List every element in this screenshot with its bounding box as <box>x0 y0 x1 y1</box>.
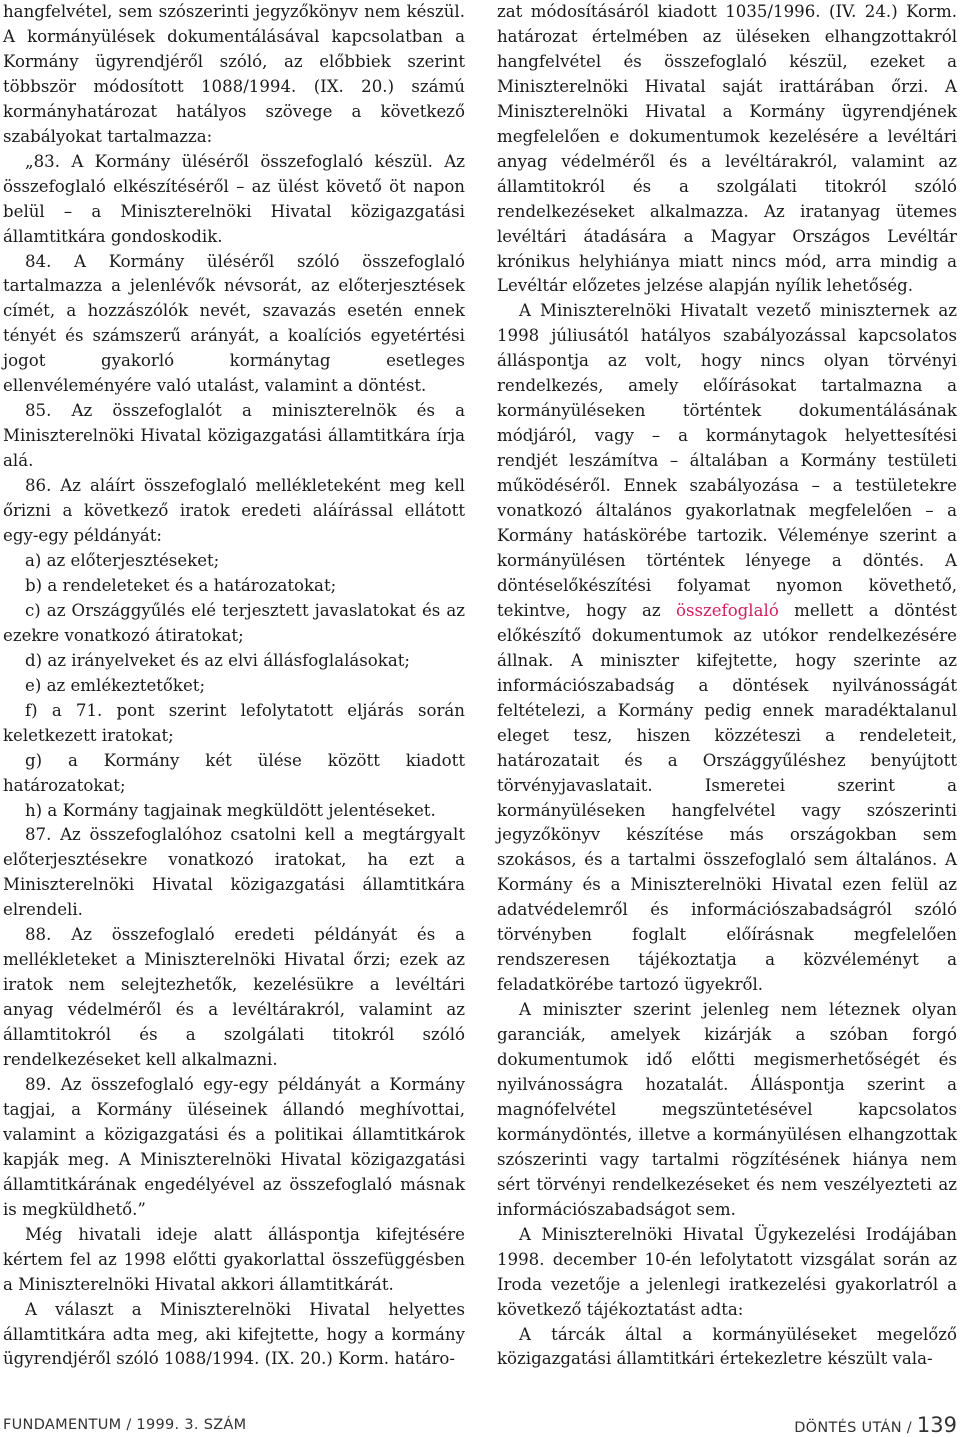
list-item-e: e) az emlékeztetőket; <box>25 675 206 695</box>
left-column <box>3 0 465 1372</box>
quote-item-83: „83. A Kormány üléséről összefoglaló készül. Az összefoglaló elkészítéséről – az ülést követő öt napon belül – a Miniszterelnöki Hivatal közigazgatási államtitkára gondoskodik. <box>3 151 465 246</box>
quote-item-89: 89. Az összefoglaló egy-egy példányát a Kormány tagjai, a Kormány üléseinek állandó meghívottai, valamint a közigazgatási és a politikai államtitkárok kapják meg. A Miniszterelnöki Hivatal közigazgatási államtitkárának engedélyével az összefoglaló másnak is megküldhető.” <box>3 1074 465 1219</box>
highlighted-term: összefoglaló <box>675 600 779 620</box>
paragraph-guarantees: A miniszter szerint jelenleg nem léteznek olyan garanciák, amelyek kizárják a szóban forgó dokumentumok idő előtti megismerhetőségét és nyilvánosságra hozatalát. Álláspontja szerint a magnófelvétel megszüntetésével kapcsolatos kormánydöntés, illetve a kormányülésen elhangzottak szószerinti vagy tartalmi rögzítésének hiánya nem sért törvényi rendelkezéseket és nem veszélyezteti az információszabadságot sem. <box>497 1000 957 1219</box>
quote-item-87: 87. Az összefoglalóhoz csatolni kell a megtárgyalt előterjesztésekre vonatkozó iratokat, ha ezt a Miniszterelnöki Hivatal közigazgatási államtitkára elrendeli. <box>3 825 465 920</box>
list-item-g: g) a Kormány két ülése között kiadott határozatokat; <box>3 750 465 795</box>
paragraph-continuation: zat módosításáról kiadott 1035/1996. (IV. 24.) Korm. határozat értelmében az üléseken elhangzottakról hangfelvétel és összefoglaló készül, ezeket a Miniszterelnöki Hivatal saját irattárában őrzi. A Miniszterelnöki Hivatal a Kormány ügyrendjének megfelelően e dokumentumok kezelésére a levéltári anyag védelméről és a levéltárakról, valamint az államtitokról és a szolgálati titokról szóló rendelkezéseket alkalmazza. Az iratanyag ütemes levéltári átadására a Magyar Országos Levéltár krónikus helyhiánya miatt nincs mód, arra mindig a Levéltár előzetes jelzése alapján nyílik lehetőség. <box>497 2 957 296</box>
text-before-highlight: A Miniszterelnöki Hivatalt vezető miniszternek az 1998 júliusától hatályos szabályozással kapcsolatos álláspontja az volt, hogy nincs olyan törvényi rendelkezés, amely előírásokat tartalmazna a kormányüléseken történtek dokumentálásának módjáról, vagy – a kormánytagok helyettesítési rendjét leszámítva – általában a Kormány testületi működéséről. Ennek szabályozása – a testületekre vonatkozó általános gyakorlatnak megfelelően – a Kormány hatáskörébe tartozik. Véleménye szerint a kormányülésen történtek lényege a döntés. A döntéselőkészítési folyamat nyomon követhető, tekintve, hogy az <box>497 301 957 620</box>
right-column <box>497 0 957 1372</box>
footer-separator: / <box>906 1420 912 1436</box>
page-number: 139 <box>916 1413 957 1437</box>
list-item-h: h) a Kormány tagjainak megküldött jelentéseket. <box>25 800 436 820</box>
text-after-highlight: mellett a döntést előkészítő dokumentumok az utókor rendelkezésére állnak. A miniszter kifejtette, hogy szerinte az információszabadság a döntések nyilvánosságát feltételezi, a Kormány pedig ennek maradéktalanul eleget tesz, hiszen közzéteszi a rendeleteit, határozatait és a Országgyűléshez benyújtott törvényjavaslatait. Ismeretei szerint a kormányüléseken hangfelvétel vagy szószerinti jegyzőkönyv készítése más országokban sem szokásos, és a tartalmi összefoglaló sem általános. A Kormány és a Miniszterelnöki Hivatal ezen felül az adatvédelemről és információszabadságról szóló törvényben foglalt előírásnak megfelelően rendszeresen tájékoztatja a közvéleményt a feladatkörébe tartozó ügyekről. <box>497 600 957 995</box>
paragraph-inspection: A Miniszterelnöki Hivatal Ügykezelési Irodájában 1998. december 10-én lefolytatott vizsgálat során az Iroda vezetője a jelenlegi iratkezelési gyakorlatról a következő tájékoztatást adta: <box>497 1224 957 1319</box>
quote-item-86: 86. Az aláírt összefoglaló mellékleteként meg kell őrizni a következő iratok eredeti aláírással ellátott egy-egy példányát: <box>3 476 465 546</box>
journal-name: FUNDAMENTUM / 1999. 3. SZÁM <box>3 1417 247 1433</box>
quote-item-88: 88. Az összefoglaló eredeti példányát és a mellékleteket a Miniszterelnöki Hivatal őrzi; ezek az iratok nem selejtezhetők, kezelésükre a levéltári anyag védelméről és a levéltárakról, valamint az államtitokról és a szolgálati titokról szóló rendelkezéseket kell alkalmazni. <box>3 925 465 1070</box>
paragraph-ministries: A tárcák által a kormányüléseket megelőző közigazgatási államtitkári értekezletre készült vala- <box>497 1324 957 1369</box>
list-item-d: d) az irányelveket és az elvi állásfoglalásokat; <box>25 650 411 670</box>
list-item-f: f) a 71. pont szerint lefolytatott eljárás során keletkezett iratokat; <box>3 700 465 745</box>
section-title: DÖNTÉS UTÁN <box>794 1420 902 1436</box>
list-item-a: a) az előterjesztéseket; <box>25 550 220 570</box>
paragraph-answer: A választ a Miniszterelnöki Hivatal helyettes államtitkára adta meg, aki kifejtette, hogy a kormány ügyrendjéről szóló 1088/1994. (IX. 20.) Korm. határo- <box>3 1299 465 1369</box>
quote-item-84: 84. A Kormány üléséről szóló összefoglaló tartalmazza a jelenlévők névsorát, az előterjesztések címét, a hozzászólók nevét, szavazás esetén ennek tényét és számszerű arányát, a koalíciós egyetértési jogot gyakorló kormánytag esetleges ellenvéleményére való utalást, valamint a döntést. <box>3 251 465 396</box>
footer-right <box>794 1413 957 1437</box>
paragraph-minister-position <box>497 299 957 998</box>
list-item-c: c) az Országgyűlés elé terjesztett javaslatokat és az ezekre vonatkozó átiratokat; <box>3 600 465 645</box>
page-footer <box>3 1413 957 1437</box>
quote-item-85: 85. Az összefoglalót a miniszterelnök és a Miniszterelnöki Hivatal közigazgatási államtitkára írja alá. <box>3 401 465 471</box>
paragraph-request: Még hivatali ideje alatt álláspontja kifejtésére kértem fel az 1998 előtti gyakorlattal összefüggésben a Miniszterelnöki Hivatal akkori államtitkárát. <box>3 1224 465 1294</box>
paragraph-intro: hangfelvétel, sem szószerinti jegyzőkönyv nem készül. A kormányülések dokumentálásával kapcsolatban a Kormány ügyrendjéről szóló, az előbbiek szerint többször módosított 1088/1994. (IX. 20.) számú kormányhatározat hatályos szövege a következő szabályokat tartalmazza: <box>3 2 465 146</box>
list-item-b: b) a rendeleteket és a határozatokat; <box>25 575 337 595</box>
